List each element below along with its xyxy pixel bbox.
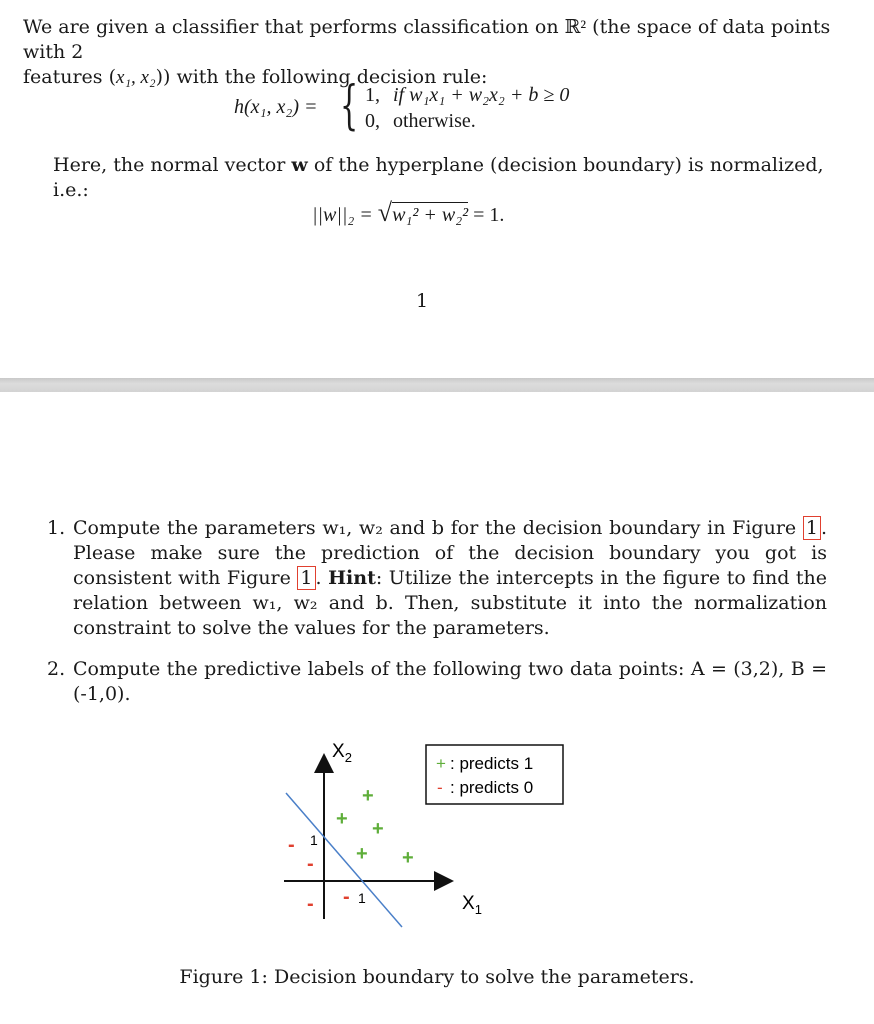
decision-boundary-figure [278,735,568,935]
plus-point: + [356,843,368,865]
normal-text-end: of the hyperplane (decision boundary) is normalized, i.e.: [53,154,824,201]
plus-point: + [336,808,348,830]
plus-point: + [372,818,384,840]
legend-minus-text: : predicts 0 [450,778,534,797]
page-top [0,0,874,378]
question-2-text: Compute the predictive labels of the following two data points: A = (3,2), B = (-1,0). [73,658,827,705]
normal-vector-symbol: w [291,154,308,176]
question-1-text-b: . Please make sure the prediction of the decision boundary you got is consistent with Figure [73,517,827,589]
normal-vector-paragraph [53,153,853,203]
figure-reference-link[interactable]: 1 [297,566,315,590]
intro-line1: We are given a classifier that performs classification on [23,16,559,38]
question-2 [47,657,827,707]
norm-radicand: w₁² + w₂² [392,204,469,226]
case2-condition: otherwise. [393,110,476,132]
figure-caption: Figure 1: Decision boundary to solve the parameters. [179,966,695,988]
normal-text-start: Here, the normal vector [53,154,286,176]
intro-line2-start: features ( [23,66,117,88]
plus-point: + [362,785,374,807]
minus-point: - [307,853,314,875]
question-2-body [73,657,827,707]
norm-formula [312,198,504,228]
page-separator [0,378,874,392]
x-intercept-label: 1 [358,890,366,906]
legend-plus-text: : predicts 1 [450,754,534,773]
y-axis-label: $X_2$ [332,741,352,765]
norm-lhs: ||w||₂ = [312,204,378,226]
figure-reference-link[interactable]: 1 [803,516,821,540]
intro-paragraph [23,15,853,90]
question-1-number: 1. [47,517,66,539]
minus-point: - [343,886,350,908]
sqrt-symbol: √ [377,198,393,227]
minus-point: - [307,893,314,915]
question-2-number: 2. [47,658,66,680]
intro-line2-end: )) with the following decision rule: [155,66,488,88]
page-number: 1 [416,290,429,312]
case1-value: 1, [365,84,380,106]
legend-minus-symbol: - [437,778,443,797]
rule-lhs: h(x₁, x₂) = [234,96,318,118]
intro-line1-end: (the space of data points with 2 [23,16,831,63]
norm-rhs: = 1. [468,204,505,226]
figure-svg [278,735,568,935]
hint-label: Hint [328,567,376,589]
case2-value: 0, [365,110,380,132]
question-1-text-c: . [315,567,322,589]
real-space-symbol: ℝ² [564,17,587,38]
plus-point: + [402,847,414,869]
y-intercept-label: 1 [310,832,318,848]
question-1-text-a: Compute the parameters w₁, w₂ and b for the decision boundary in Figure [73,517,797,539]
features-symbol: x₁, x₂ [116,67,156,88]
hint-text: : Utilize the intercepts in the figure to find the relation between w₁, w₂ and b. Then, substitute it into the normalization constraint to solve the values for the parameters. [73,567,827,639]
question-1-body [73,516,827,641]
x-axis-label: $X_1$ [462,893,482,917]
rule-brace: { [340,76,359,136]
minus-point: - [288,834,295,856]
legend-plus-symbol: + [436,754,446,773]
case1-condition: if w₁x₁ + w₂x₂ + b ≥ 0 [393,84,570,106]
question-1 [47,516,827,641]
